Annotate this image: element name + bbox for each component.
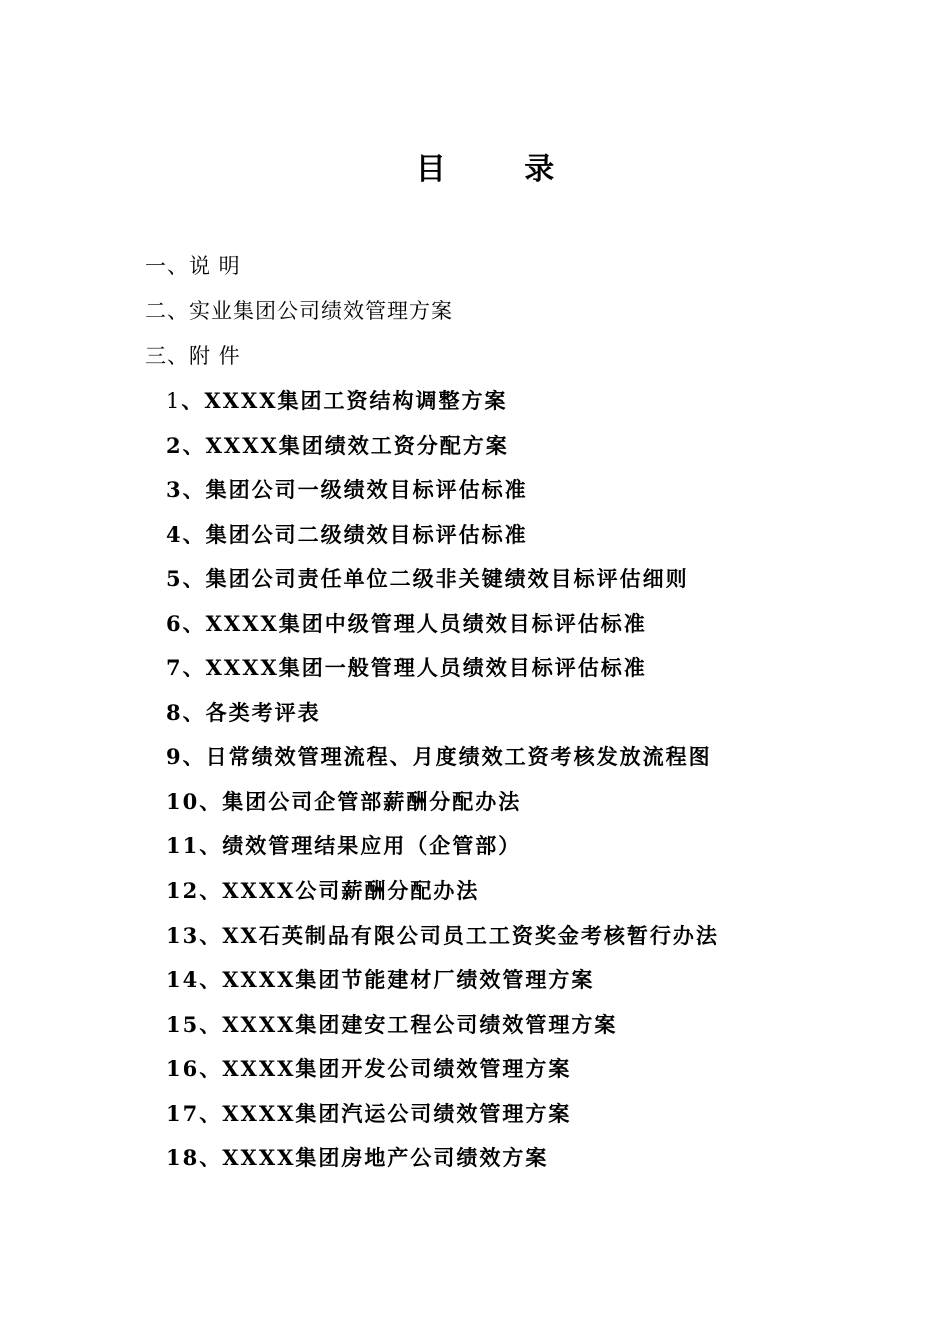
toc-item-number: 10 (166, 789, 200, 814)
toc-item-number: 18 (166, 1145, 200, 1170)
toc-item-number: 7 (166, 655, 183, 680)
toc-item-number: 1 (166, 389, 182, 413)
toc-item (166, 559, 689, 599)
toc-item-number: 5 (166, 566, 183, 591)
toc-item-text: 、XXXX集团开发公司绩效管理方案 (199, 1056, 572, 1081)
toc-item (166, 648, 647, 688)
toc-item (166, 916, 719, 956)
toc-item-text: 、XXXX集团房地产公司绩效方案 (199, 1145, 549, 1170)
toc-section-attachments: 三、附 件 (145, 344, 241, 368)
toc-item-number: 3 (166, 477, 183, 502)
toc-item-number: 13 (166, 923, 200, 948)
toc-item (166, 470, 528, 510)
toc-item-number: 9 (166, 744, 183, 769)
toc-item-text: 、XXXX集团节能建材厂绩效管理方案 (199, 967, 595, 992)
toc-item-number: 15 (166, 1012, 200, 1037)
toc-item-text: 、集团公司企管部薪酬分配办法 (199, 789, 522, 814)
toc-section-explanation: 一、说 明 (145, 254, 241, 278)
toc-item-text: 、集团公司二级绩效目标评估标准 (182, 522, 528, 547)
toc-item (166, 826, 521, 866)
toc-item (166, 871, 479, 911)
toc-item-number: 16 (166, 1056, 200, 1081)
toc-item-number: 17 (166, 1101, 200, 1126)
toc-item (166, 1005, 617, 1045)
toc-item (166, 693, 321, 733)
toc-item-text: 、集团公司责任单位二级非关键绩效目标评估细则 (182, 566, 689, 591)
toc-item-text: 、XXXX集团工资结构调整方案 (181, 388, 508, 413)
toc-item-text: 、XXXX公司薪酬分配办法 (199, 878, 480, 903)
toc-item (166, 515, 528, 555)
page-title: 目 录 (415, 152, 589, 187)
toc-item-number: 12 (166, 878, 200, 903)
toc-item (166, 604, 647, 644)
toc-item-number: 14 (166, 967, 200, 992)
toc-item-text: 、各类考评表 (182, 700, 321, 725)
toc-item (166, 1094, 571, 1134)
toc-item (166, 960, 594, 1000)
toc-item (166, 782, 521, 822)
toc-item-text: 、XXXX集团汽运公司绩效管理方案 (199, 1101, 572, 1126)
toc-item (166, 381, 508, 421)
toc-item-text: 、XXXX集团绩效工资分配方案 (182, 433, 509, 458)
toc-item-text: 、集团公司一级绩效目标评估标准 (182, 477, 528, 502)
toc-item-text: 、XX石英制品有限公司员工工资奖金考核暂行办法 (199, 923, 719, 948)
toc-item-number: 8 (166, 700, 183, 725)
toc-item (166, 1049, 571, 1089)
toc-item-text: 、日常绩效管理流程、月度绩效工资考核发放流程图 (182, 744, 712, 769)
toc-item-text: 、绩效管理结果应用（企管部） (199, 833, 522, 858)
toc-item-number: 6 (166, 611, 183, 636)
toc-item-number: 11 (166, 833, 200, 858)
toc-item (166, 1138, 548, 1178)
toc-item-text: 、XXXX集团中级管理人员绩效目标评估标准 (182, 611, 647, 636)
toc-item-text: 、XXXX集团一般管理人员绩效目标评估标准 (182, 655, 647, 680)
toc-item-number: 4 (166, 522, 183, 547)
toc-item-text: 、XXXX集团建安工程公司绩效管理方案 (199, 1012, 618, 1037)
toc-item (166, 426, 509, 466)
toc-item (166, 737, 712, 777)
toc-item-number: 2 (166, 433, 183, 458)
toc-section-performance-plan: 二、实业集团公司绩效管理方案 (145, 299, 453, 323)
